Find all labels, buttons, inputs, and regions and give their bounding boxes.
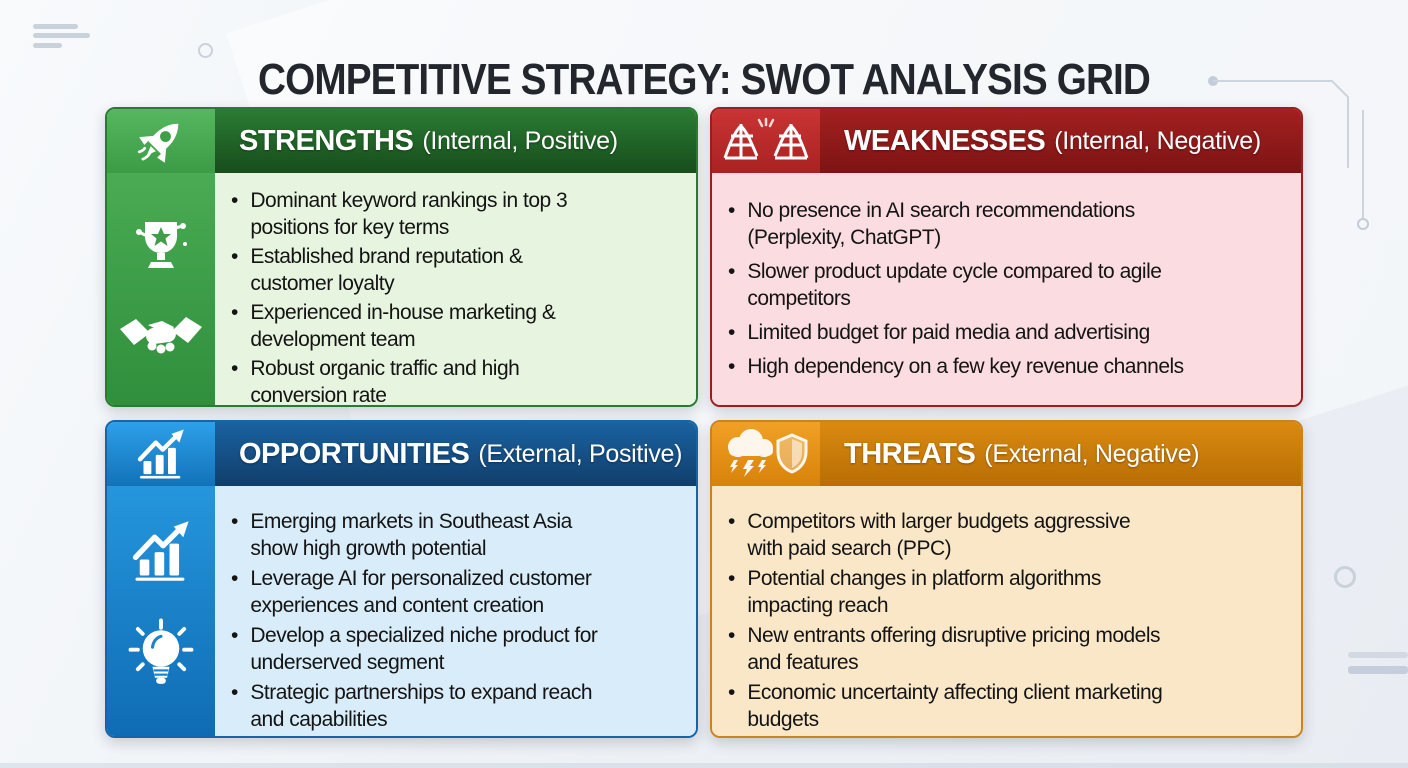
list-item: • Dominant keyword rankings in top 3 positions for key terms <box>231 187 688 241</box>
list-item: • Experienced in-house marketing & development team <box>231 299 688 353</box>
swot-grid <box>105 107 1303 738</box>
growth-chart-icon <box>126 517 196 590</box>
list-item: • Robust organic traffic and high conversion rate <box>231 355 688 407</box>
weaknesses-list <box>712 173 1301 405</box>
weaknesses-subtitle: (Internal, Negative) <box>1054 126 1261 155</box>
threats-list <box>712 486 1301 738</box>
lightbulb-icon <box>122 614 200 705</box>
weaknesses-quadrant <box>710 107 1303 407</box>
opportunities-sidebar <box>107 422 215 736</box>
strengths-list <box>215 173 696 407</box>
threats-quadrant <box>710 420 1303 738</box>
threats-title: THREATS <box>844 437 976 470</box>
threats-header <box>820 422 1301 486</box>
storm-cloud-icon <box>728 429 773 477</box>
list-item: • Leverage AI for personalized customer experiences and content creation <box>231 565 688 619</box>
opportunities-list <box>215 486 696 738</box>
list-item: • Emerging markets in Southeast Asia show high growth potential <box>231 508 688 562</box>
growth-chart-icon <box>107 422 215 486</box>
trophy-star-icon <box>125 210 197 285</box>
storm-cloud-shield-icon <box>712 422 820 486</box>
opportunities-title: OPPORTUNITIES <box>239 437 470 470</box>
list-item: • Economic uncertainty affecting client marketing budgets <box>728 679 1293 733</box>
deco-bottom-strip <box>0 763 1408 768</box>
threats-subtitle: (External, Negative) <box>984 439 1200 468</box>
weaknesses-header <box>820 109 1301 173</box>
strengths-title: STRENGTHS <box>239 124 414 157</box>
opportunities-subtitle: (External, Positive) <box>478 439 683 468</box>
strengths-sidebar <box>107 109 215 405</box>
opportunities-header <box>215 422 696 486</box>
list-item: • Slower product update cycle compared to agile competitors <box>728 258 1293 312</box>
deco-lines-bottom-right <box>1348 650 1408 680</box>
handshake-icon <box>118 313 204 368</box>
strengths-header <box>215 109 696 173</box>
list-item: • Develop a specialized niche product for underserved segment <box>231 622 688 676</box>
list-item: • No presence in AI search recommendations (Perplexity, ChatGPT) <box>728 197 1293 251</box>
deco-lines-top-left <box>0 0 120 60</box>
rocket-icon <box>107 109 215 173</box>
shield-icon <box>778 435 806 472</box>
list-item: • Potential changes in platform algorithms impacting reach <box>728 565 1293 619</box>
list-item: • Strategic partnerships to expand reach and capabilities <box>231 679 688 733</box>
strengths-quadrant <box>105 107 698 407</box>
list-item: • Established brand reputation & customer loyalty <box>231 243 688 297</box>
list-item: • High dependency on a few key revenue channels <box>728 353 1293 380</box>
strengths-subtitle: (Internal, Positive) <box>422 126 618 155</box>
list-item: • New entrants offering disruptive pricing models and features <box>728 622 1293 676</box>
page-title: COMPETITIVE STRATEGY: SWOT ANALYSIS GRID <box>258 55 1150 105</box>
opportunities-quadrant <box>105 420 698 738</box>
broken-bridge-icon <box>712 109 820 173</box>
deco-circle-right <box>1334 566 1356 588</box>
list-item: • Competitors with larger budgets aggressive with paid search (PPC) <box>728 508 1293 562</box>
list-item: • Limited budget for paid media and advertising <box>728 319 1293 346</box>
weaknesses-title: WEAKNESSES <box>844 124 1046 157</box>
